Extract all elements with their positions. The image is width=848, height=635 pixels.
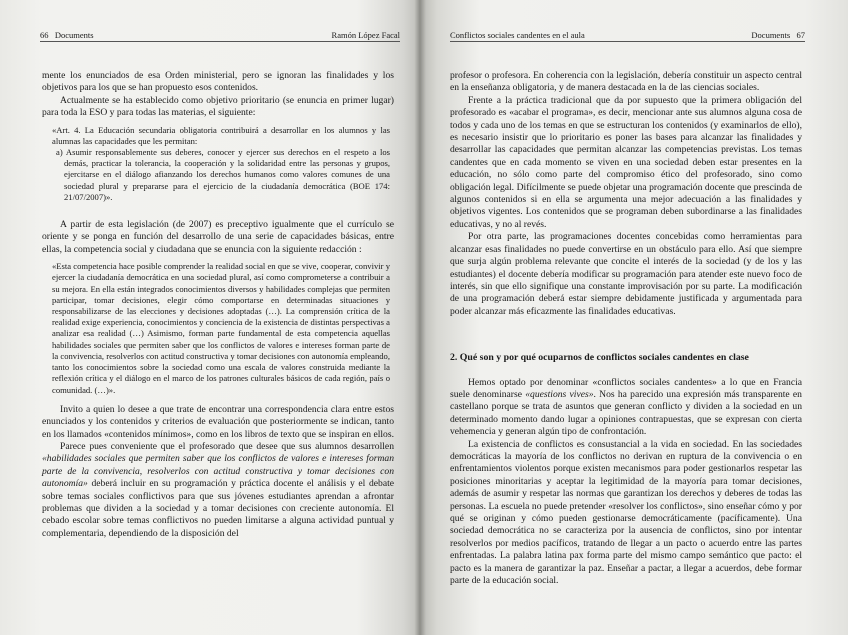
- left-page-body: [42, 70, 394, 540]
- programs-paragraph: Por otra parte, las programaciones docentes concebidas como herramientas para alcanzar esas finalidades no puede convertirse en un obstáculo para ello. Así que siempre que surja algún problema relevante que concite el interés de la sociedad (y de los y las estudiantes) el docente debería modificar su programación para atender este nuevo foco de interés, sin que ello signifique una constante improvisación por su parte. La modificación de una programación deberá estar siempre debidamente justificada y argumentada para poder alcanzar más eficazmente las finalidades educativas.: [450, 231, 802, 317]
- continuation-paragraph: profesor o profesora. En coherencia con la legislación, debería constituir un aspecto central en la enseñanza obligatoria, y de manera destacada en la de las ciencias sociales.: [450, 70, 802, 94]
- book-gutter: [414, 0, 426, 635]
- tradition-paragraph: Frente a la práctica tradicional que da por supuesto que la primera obligación del profesorado es «acabar el programa», es decir, mencionar ante sus alumnos alguna cosa de todos y cada uno de los temas en que se estructuran los contenidos (y examinarlos de ello), es necesario insistir que lo prioritario es poner las bases para alcanzar las finalidades y desarrollar las capacidades que permitan alcanzar las competencias previstas. Los temas candentes que en cada momento se viven en una sociedad deben estar presentes en la educación, no sólo como parte del compromiso ético del profesorado, sino como obligación legal. Difícilmente se puede objetar una programación docente que prescinda de algunos contenidos si en ella se argumenta una mejor adecuación a las finalidades y objetivos vigentes. Los contenidos que se programan deben subordinarse a las finalidades educativas, y no al revés.: [450, 94, 802, 230]
- section-heading: 2. Qué son y por qué ocuparnos de conflictos sociales candentes en clase: [450, 352, 749, 364]
- legal-quote-art4: [52, 125, 390, 203]
- definition-end: . Nos ha parecido una expresión más transparente en castellano porque se trata de asuntos que generan conflicto y dividen a la sociedad en un determinado momento dando lugar a opiniones contrapuestas, que se expresan con cierta vehemencia y generan algún tipo de confrontación.: [450, 388, 802, 438]
- opening-paragraph: mente los enunciados de esa Orden ministerial, pero se ignoran las finalidades y los objetivos para los que se han propuesto esos contenidos.: [42, 70, 394, 94]
- conclusion-end: deberá incluir en su programación y práctica docente el análisis y el debate sobre temas sociales conflictivos para que sus jóvenes estudiantes aprendan a afrontar problemas que dividen a la sociedad y a tomar decisiones con creciente autonomía. El cebado escolar sobre temas conflictivos no pueden limitarse a alguna actividad puntual y complementaria, dependiendo de la disposición del: [42, 478, 394, 539]
- right-page-number: 67: [796, 30, 805, 40]
- legislation-paragraph: A partir de esta legislación (de 2007) es preceptivo igualmente que el currículo se oriente y se ponga en función del desarrollo de una serie de capacidades básicas, entre ellas, la competencia social y ciudadana que se enuncia con la siguiente redacción :: [42, 219, 394, 255]
- democracy-paragraph: La existencia de conflictos es consustancial a la vida en sociedad. En las sociedades democráticas la mayoría de los conflictos no derivan en ruptura de la convivencia o en enfrentamientos violentos porque existen mecanismos para poder gestionarlos respetar las posiciones minoritarias y aceptar la legitimidad de la mayoría para tomar decisiones, además de asumir y respetar las normas que garantizan los derechos y deberes de todas las personas. La escuela no puede pretender «resolver los conflictos», sino enseñar cómo y por qué se originan y cómo pueden gestionarse democráticamente (pacíficamente). Una sociedad democrática no se caracteriza por la ausencia de conflictos, sino por intentar resolverlos por medios pacíficos, tratando de llegar a un pacto o acuerdo entre las partes enfrentadas. La palabra latina pax forma parte del mismo campo semántico que pacto: el pacto es la manera de garantizar la paz. Enseñar a pactar, a llegar a acuerdos, debe formar parte de la educación social.: [450, 438, 802, 587]
- definition-paragraph: [450, 377, 802, 439]
- invitation-paragraph: Invito a quien lo desee a que trate de encontrar una correspondencia clara entre estos enunciados y los contenidos y criterios de evaluación que posteriormente se indican, tanto en los llamados «contenidos mínimos», como en los libros de texto que se inspiran en ellos.: [42, 403, 394, 440]
- left-header-folio: [40, 30, 94, 40]
- left-running-header: [40, 30, 400, 40]
- right-header-folio: [751, 30, 805, 40]
- left-header-rule: [40, 41, 400, 42]
- right-running-header: [450, 30, 805, 40]
- quote-art4-intro: «Art. 4. La Educación secundaria obligatoria contribuirá a desarrollar en los alumnos y las alumnas las capacidades que les permitan:: [52, 124, 390, 146]
- definition-italic-term: «questions vives»: [525, 388, 594, 400]
- right-book-title: Documents: [751, 30, 791, 40]
- left-book-title: Documents: [54, 30, 94, 40]
- conclusion-italic-quote: «habilidades sociales que permiten saber que los conflictos de valores e intereses forman parte de la convivencia, resolverlos con actitud constructiva y tomar decisiones con autonomía»: [42, 453, 394, 490]
- left-page-number: 66: [40, 30, 49, 40]
- left-page: [0, 0, 420, 635]
- objective-paragraph: Actualmente se ha establecido como objetivo prioritario (se enuncia en primer lugar) para toda la ESO y para todas las materias, el siguiente:: [42, 94, 394, 119]
- quote-art4-item-a: a) Asumir responsablemente sus deberes, conocer y ejercer sus derechos en el respeto a los demás, practicar la tolerancia, la cooperación y la solidaridad entre las personas y grupos, ejercitarse en el diálogo afianzando los derechos humanos como valores comunes de una sociedad plural y prepararse para el ejercicio de la ciudadanía democrática (BOE 174: 21/07/2007)».: [56, 147, 390, 202]
- definition-start: Hemos optado por denominar «conflictos sociales candentes» a lo que en Francia suele denominarse: [450, 376, 802, 400]
- right-page-body: [450, 70, 802, 587]
- competence-quote: [52, 261, 390, 395]
- left-header-author: Ramón López Facal: [331, 30, 400, 40]
- right-page: [420, 0, 848, 635]
- conclusion-paragraph: [42, 441, 394, 540]
- right-header-rule: [450, 41, 805, 42]
- right-header-title: Conflictos sociales candentes en el aula: [450, 30, 585, 40]
- competence-quote-text: «Esta competencia hace posible comprender la realidad social en que se vive, cooperar, convivir y ejercer la ciudadanía democrática en una sociedad plural, así como comprometerse a contribuir a su mejora. En ella están integrados conocimientos diversos y habilidades complejas que permiten participar, tomar decisiones, elegir cómo comportarse en determinadas situaciones y responsabilizarse de las elecciones y decisiones adoptadas (…). La comprensión crítica de la realidad exige experiencia, conocimientos y conciencia de la existencia de distintas perspectivas a analizar esa realidad (…) Asimismo, forman parte fundamental de esta competencia aquellas habilidades sociales que permiten saber que los conflictos de valores e intereses forman parte de la convivencia, resolverlos con actitud constructiva y tomar decisiones con autonomía empleando, tanto los conocimientos sobre la sociedad como una escala de valores construida mediante la reflexión crítica y el diálogo en el marco de los patrones culturales básicos de cada región, país o comunidad. (…)».: [52, 261, 390, 395]
- conclusion-start: Parece pues conveniente que el profesorado que desee que sus alumnos desarrollen: [60, 440, 394, 452]
